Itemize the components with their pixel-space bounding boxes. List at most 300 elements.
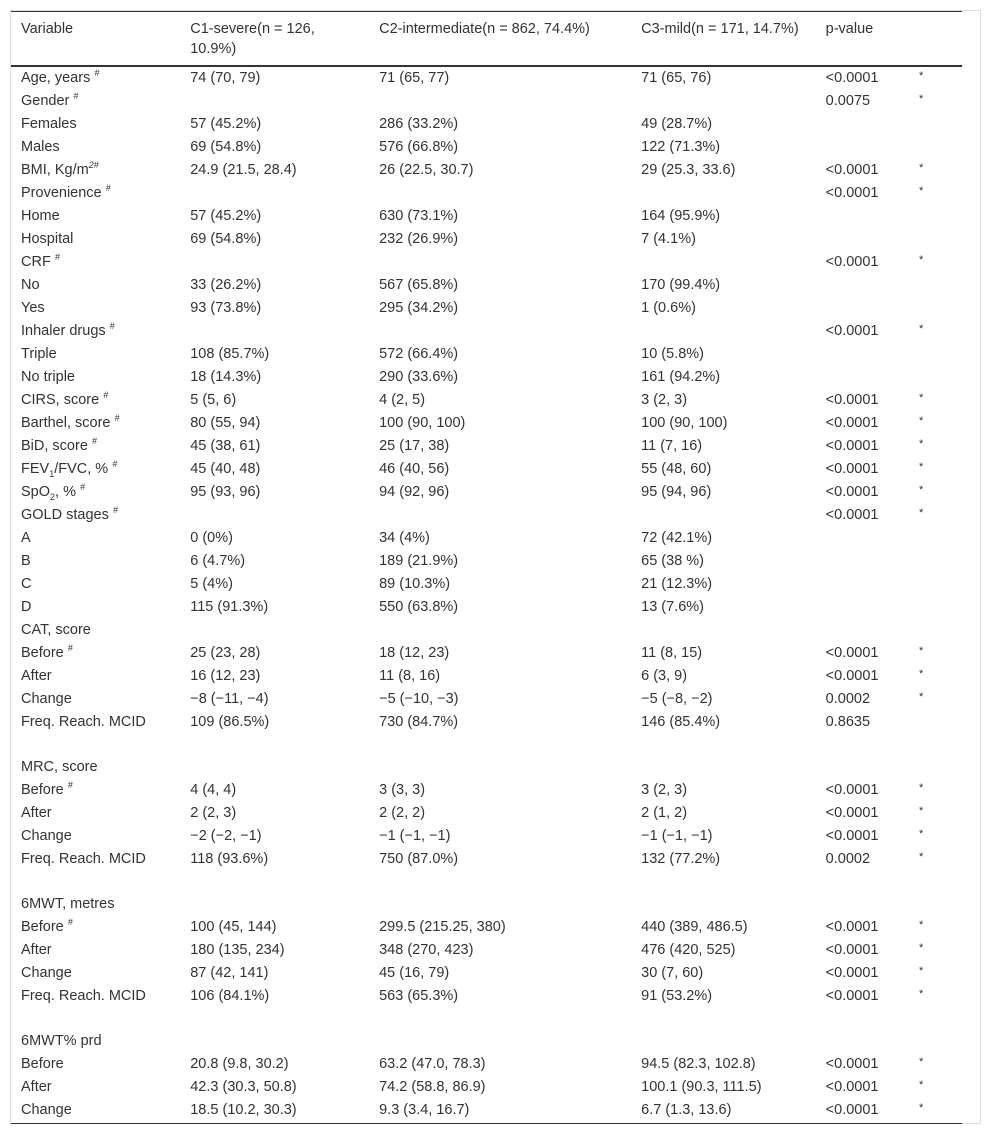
p-value-cell: <0.0001	[825, 162, 879, 178]
value-cell-c2	[369, 504, 631, 527]
variable-cell	[11, 228, 180, 251]
value-cell-c2: 71 (65, 77)	[379, 70, 450, 86]
significance-cell	[903, 136, 962, 159]
value-cell-c2: 18 (12, 23)	[379, 645, 450, 661]
value-cell-c2: 576 (66.8%)	[379, 139, 459, 155]
p-value-cell: <0.0001	[825, 965, 879, 981]
value-cell-c3	[631, 90, 816, 113]
value-cell-c3	[631, 893, 816, 916]
subscript: 1	[49, 468, 55, 479]
variable-label: A	[21, 530, 31, 546]
variable-cell	[11, 1030, 180, 1053]
value-cell-c1: 45 (40, 48)	[190, 461, 261, 477]
variable-label: GOLD stages	[21, 507, 109, 523]
header-c1-severe: C1-severe(n = 126, 10.9%)	[180, 12, 369, 67]
variable-label: D	[21, 599, 32, 615]
p-value-cell	[816, 756, 903, 779]
value-cell-c2: 567 (65.8%)	[379, 277, 459, 293]
variable-cell	[11, 66, 180, 90]
value-cell-c1: 18 (14.3%)	[190, 369, 262, 385]
variable-cell	[11, 619, 180, 642]
variable-label: No	[21, 277, 40, 293]
p-value-cell: <0.0001	[825, 461, 879, 477]
value-cell-c2: −5 (−10, −3)	[379, 691, 459, 707]
value-cell-c1: 25 (23, 28)	[190, 645, 261, 661]
significance-cell	[903, 228, 962, 251]
table-row	[11, 893, 962, 916]
value-cell-c2	[369, 619, 631, 642]
variable-label: C	[21, 576, 32, 592]
value-cell-c2: 46 (40, 56)	[379, 461, 450, 477]
significance-cell: *	[919, 484, 924, 496]
p-value-cell	[816, 550, 903, 573]
significance-cell: *	[919, 162, 924, 174]
significance-cell	[903, 205, 962, 228]
variable-cell	[11, 274, 180, 297]
p-value-cell: <0.0001	[825, 942, 879, 958]
value-cell-c2: 89 (10.3%)	[379, 576, 451, 592]
variable-cell	[11, 481, 180, 504]
variable-cell	[11, 251, 180, 274]
variable-cell	[11, 550, 180, 573]
variable-label: CIRS, score	[21, 392, 100, 408]
p-value-cell: <0.0001	[816, 1099, 903, 1124]
value-cell-c3: 29 (25.3, 33.6)	[641, 162, 736, 178]
table-row	[11, 916, 962, 939]
table-row	[11, 848, 962, 893]
table-row	[11, 320, 962, 343]
value-cell-c2: 563 (65.3%)	[379, 988, 459, 1004]
variable-label: Before	[21, 782, 64, 798]
variable-label: BMI, Kg/m	[21, 162, 89, 178]
value-cell-c1: 106 (84.1%)	[190, 988, 270, 1004]
value-cell-c3: 100 (90, 100)	[641, 415, 728, 431]
significance-cell: *	[919, 507, 924, 519]
value-cell-c1: 80 (55, 94)	[190, 415, 261, 431]
value-cell-c2: 550 (63.8%)	[379, 599, 459, 615]
variable-label: SpO	[21, 484, 51, 500]
significance-cell: *	[919, 851, 924, 863]
variable-label: Hospital	[21, 231, 74, 247]
value-cell-c1: 100 (45, 144)	[190, 919, 277, 935]
value-cell-c2: 348 (270, 423)	[379, 942, 474, 958]
value-cell-c3: 132 (77.2%)	[641, 851, 721, 867]
value-cell-c1: 4 (4, 4)	[190, 782, 237, 798]
value-cell-c3: 71 (65, 76)	[641, 70, 712, 86]
table-row	[11, 962, 962, 985]
table-container	[10, 10, 981, 1124]
value-cell-c3	[631, 504, 816, 527]
variable-cell	[11, 343, 180, 366]
variable-cell	[11, 136, 180, 159]
p-value-cell: <0.0001	[825, 438, 879, 454]
header-c3-mild: C3-mild(n = 171, 14.7%)	[631, 12, 816, 67]
p-value-cell: 0.0075	[825, 93, 871, 109]
value-cell-c1: −2 (−2, −1)	[190, 828, 262, 844]
variable-label: MRC, score	[21, 759, 98, 775]
value-cell-c3: 94.5 (82.3, 102.8)	[641, 1056, 756, 1072]
value-cell-c2: 299.5 (215.25, 380)	[379, 919, 506, 935]
table-row	[11, 182, 962, 205]
value-cell-c3: 440 (389, 486.5)	[641, 919, 748, 935]
p-value-cell	[816, 228, 903, 251]
variable-cell	[11, 939, 180, 962]
value-cell-c3: 55 (48, 60)	[641, 461, 712, 477]
value-cell-c2: 572 (66.4%)	[379, 346, 459, 362]
p-value-cell: <0.0001	[825, 254, 879, 270]
value-cell-c1	[180, 182, 369, 205]
significance-cell: *	[919, 1079, 924, 1091]
p-value-cell	[816, 297, 903, 320]
value-cell-c3: 1 (0.6%)	[641, 300, 696, 316]
value-cell-c2	[369, 893, 631, 916]
value-cell-c2	[369, 1030, 631, 1053]
table-row	[11, 711, 962, 756]
value-cell-c1: 74 (70, 79)	[190, 70, 261, 86]
value-cell-c1: 6 (4.7%)	[190, 553, 246, 569]
variable-cell	[11, 665, 180, 688]
value-cell-c2: 4 (2, 5)	[379, 392, 426, 408]
variable-label: BiD, score	[21, 438, 88, 454]
footnote-mark: #	[114, 413, 120, 424]
value-cell-c3: 100.1 (90.3, 111.5)	[641, 1079, 762, 1095]
variable-cell	[11, 848, 180, 893]
variable-cell	[11, 573, 180, 596]
table-row	[11, 642, 962, 665]
variable-label: No triple	[21, 369, 75, 385]
header-significance	[903, 12, 962, 67]
value-cell-c1: 57 (45.2%)	[190, 116, 262, 132]
p-value-cell	[816, 573, 903, 596]
table-row	[11, 274, 962, 297]
value-cell-c1: 118 (93.6%)	[190, 851, 269, 867]
value-cell-c3: 6 (3, 9)	[641, 668, 688, 684]
variable-cell	[11, 1099, 180, 1124]
table-row	[11, 573, 962, 596]
table-row	[11, 825, 962, 848]
table-row	[11, 1030, 962, 1053]
footnote-mark: #	[103, 390, 109, 401]
significance-cell: *	[919, 965, 924, 977]
value-cell-c1: 42.3 (30.3, 50.8)	[190, 1079, 297, 1095]
variable-label: Freq. Reach. MCID	[21, 714, 146, 730]
value-cell-c3: 476 (420, 525)	[641, 942, 736, 958]
table-row	[11, 228, 962, 251]
value-cell-c1: 108 (85.7%)	[190, 346, 270, 362]
p-value-cell: <0.0001	[825, 805, 879, 821]
significance-cell: *	[919, 415, 924, 427]
table-row	[11, 596, 962, 619]
table-row	[11, 1053, 962, 1076]
table-row	[11, 550, 962, 573]
significance-cell	[903, 343, 962, 366]
table-row	[11, 619, 962, 642]
variable-cell	[11, 893, 180, 916]
p-value-cell: 0.0002	[825, 851, 871, 867]
variable-label: Home	[21, 208, 60, 224]
value-cell-c1: 93 (73.8%)	[190, 300, 262, 316]
value-cell-c3: 95 (94, 96)	[641, 484, 712, 500]
p-value-cell	[816, 596, 903, 619]
p-value-cell: <0.0001	[825, 645, 879, 661]
table-row	[11, 688, 962, 711]
p-value-cell	[816, 619, 903, 642]
p-value-cell	[816, 113, 903, 136]
p-value-cell: <0.0001	[825, 507, 879, 523]
significance-cell	[903, 274, 962, 297]
p-value-cell: <0.0001	[825, 828, 879, 844]
p-value-cell	[816, 136, 903, 159]
value-cell-c1: 0 (0%)	[190, 530, 233, 546]
header-c2-intermediate: C2-intermediate(n = 862, 74.4%)	[369, 12, 631, 67]
value-cell-c2: 11 (8, 16)	[379, 668, 441, 684]
value-cell-c1: 69 (54.8%)	[190, 139, 262, 155]
value-cell-c1: 16 (12, 23)	[190, 668, 261, 684]
value-cell-c3	[631, 756, 816, 779]
footnote-mark: #	[109, 321, 115, 332]
table-row	[11, 343, 962, 366]
value-cell-c2: 74.2 (58.8, 86.9)	[379, 1079, 486, 1095]
value-cell-c2	[369, 90, 631, 113]
value-cell-c2: 730 (84.7%)	[379, 714, 459, 730]
table-row	[11, 412, 962, 435]
value-cell-c3: 2 (1, 2)	[641, 805, 688, 821]
p-value-cell	[816, 527, 903, 550]
significance-cell: *	[919, 942, 924, 954]
value-cell-c3: −5 (−8, −2)	[641, 691, 713, 707]
value-cell-c1: 109 (86.5%)	[190, 714, 270, 730]
p-value-cell	[816, 205, 903, 228]
significance-cell: *	[919, 691, 924, 703]
value-cell-c3: 49 (28.7%)	[641, 116, 713, 132]
value-cell-c1: 45 (38, 61)	[190, 438, 261, 454]
value-cell-c1	[180, 893, 369, 916]
p-value-cell: <0.0001	[825, 919, 879, 935]
value-cell-c2: 630 (73.1%)	[379, 208, 459, 224]
p-value-cell: <0.0001	[825, 185, 879, 201]
value-cell-c2: 290 (33.6%)	[379, 369, 459, 385]
value-cell-c3: 3 (2, 3)	[641, 392, 688, 408]
significance-cell: *	[919, 438, 924, 450]
footnote-mark: #	[73, 91, 79, 102]
footnote-mark: #	[91, 436, 97, 447]
significance-cell: *	[919, 461, 924, 473]
variable-cell	[11, 435, 180, 458]
significance-cell: *	[919, 323, 924, 335]
variable-label: Change	[21, 691, 72, 707]
variable-cell	[11, 90, 180, 113]
significance-cell: *	[919, 70, 924, 82]
significance-cell	[903, 297, 962, 320]
value-cell-c3	[631, 182, 816, 205]
value-cell-c1	[180, 320, 369, 343]
p-value-cell	[816, 343, 903, 366]
variable-cell	[11, 389, 180, 412]
value-cell-c3	[631, 1030, 816, 1053]
table-row	[11, 205, 962, 228]
value-cell-c3: 10 (5.8%)	[641, 346, 705, 362]
significance-cell	[903, 619, 962, 642]
value-cell-c3: 11 (8, 15)	[641, 645, 703, 661]
table-header	[11, 12, 962, 67]
significance-cell: *	[903, 1099, 962, 1124]
variable-cell	[11, 688, 180, 711]
value-cell-c3: 161 (94.2%)	[641, 369, 721, 385]
value-cell-c3	[631, 251, 816, 274]
value-cell-c1: 33 (26.2%)	[190, 277, 262, 293]
variable-label: Yes	[21, 300, 45, 316]
variable-cell	[11, 985, 180, 1030]
significance-cell	[903, 893, 962, 916]
footnote-mark: #	[94, 68, 100, 79]
variable-cell	[11, 916, 180, 939]
table-row	[11, 1099, 962, 1124]
value-cell-c2: 750 (87.0%)	[379, 851, 459, 867]
variable-cell	[11, 412, 180, 435]
value-cell-c1	[180, 1030, 369, 1053]
table-row	[11, 985, 962, 1030]
value-cell-c2	[369, 182, 631, 205]
footnote-mark: #	[93, 160, 99, 171]
variable-cell	[11, 962, 180, 985]
value-cell-c3: 164 (95.9%)	[641, 208, 721, 224]
value-cell-c3	[631, 320, 816, 343]
p-value-cell	[816, 366, 903, 389]
table-body	[11, 66, 962, 1124]
significance-cell: *	[919, 254, 924, 266]
value-cell-c3: 65 (38 %)	[641, 553, 705, 569]
value-cell-c2: 232 (26.9%)	[379, 231, 459, 247]
value-cell-c2: 9.3 (3.4, 16.7)	[369, 1099, 631, 1124]
variable-label: Inhaler drugs	[21, 323, 106, 339]
significance-cell: *	[919, 668, 924, 680]
variable-label: After	[21, 942, 52, 958]
value-cell-c3: 170 (99.4%)	[641, 277, 721, 293]
value-cell-c2: 26 (22.5, 30.7)	[379, 162, 474, 178]
value-cell-c1	[180, 619, 369, 642]
significance-cell: *	[919, 645, 924, 657]
value-cell-c1	[180, 251, 369, 274]
value-cell-c2: 45 (16, 79)	[379, 965, 450, 981]
table-row	[11, 297, 962, 320]
table-row	[11, 481, 962, 504]
value-cell-c2	[369, 320, 631, 343]
value-cell-c1: 5 (4%)	[190, 576, 233, 592]
value-cell-c2	[369, 756, 631, 779]
value-cell-c1: 115 (91.3%)	[190, 599, 269, 615]
value-cell-c1: 87 (42, 141)	[190, 965, 269, 981]
value-cell-c3	[631, 619, 816, 642]
value-cell-c3: 91 (53.2%)	[641, 988, 713, 1004]
variable-label: CAT, score	[21, 622, 91, 638]
variable-cell	[11, 297, 180, 320]
variable-label: Gender	[21, 93, 70, 109]
p-value-cell: <0.0001	[825, 782, 879, 798]
table-row	[11, 665, 962, 688]
value-cell-c3: 146 (85.4%)	[641, 714, 721, 730]
variable-cell	[11, 159, 180, 182]
variable-label: Age, years	[21, 70, 91, 86]
significance-cell	[903, 113, 962, 136]
significance-cell: *	[919, 392, 924, 404]
significance-cell: *	[919, 93, 924, 105]
variable-cell	[11, 802, 180, 825]
variable-cell	[11, 205, 180, 228]
variable-cell	[11, 756, 180, 779]
header-variable: Variable	[11, 12, 180, 67]
variable-label: 6MWT% prd	[21, 1033, 102, 1049]
variable-label: Provenience	[21, 185, 102, 201]
significance-cell: *	[919, 988, 924, 1000]
significance-cell: *	[919, 805, 924, 817]
value-cell-c1	[180, 90, 369, 113]
significance-cell: *	[919, 782, 924, 794]
footnote-mark: #	[105, 183, 111, 194]
variable-label: CRF	[21, 254, 51, 270]
variable-cell	[11, 182, 180, 205]
significance-cell	[903, 550, 962, 573]
value-cell-c2: 34 (4%)	[379, 530, 430, 546]
significance-cell	[903, 527, 962, 550]
variable-cell	[11, 596, 180, 619]
variable-cell	[11, 527, 180, 550]
value-cell-c3: 21 (12.3%)	[641, 576, 713, 592]
header-p-value: p-value	[816, 12, 903, 67]
significance-cell	[903, 756, 962, 779]
value-cell-c1: 5 (5, 6)	[190, 392, 237, 408]
variable-label: B	[21, 553, 31, 569]
table-row	[11, 1076, 962, 1099]
value-cell-c3: 7 (4.1%)	[641, 231, 696, 247]
p-value-cell	[816, 893, 903, 916]
variable-label: After	[21, 1079, 52, 1095]
variable-label: Change	[21, 965, 72, 981]
value-cell-c1: 69 (54.8%)	[190, 231, 262, 247]
table-row	[11, 756, 962, 779]
variable-label: FEV	[21, 461, 50, 477]
table-row	[11, 66, 962, 90]
variable-cell	[11, 1053, 180, 1076]
value-cell-c3: 3 (2, 3)	[641, 782, 688, 798]
table-row	[11, 939, 962, 962]
value-cell-c1: −8 (−11, −4)	[190, 691, 269, 707]
table-row	[11, 458, 962, 481]
value-cell-c1: 20.8 (9.8, 30.2)	[190, 1056, 289, 1072]
table-row	[11, 136, 962, 159]
p-value-cell: 0.0002	[825, 691, 871, 707]
variable-label-suffix: , %	[55, 484, 76, 500]
p-value-cell: <0.0001	[825, 1056, 879, 1072]
value-cell-c1: 2 (2, 3)	[190, 805, 237, 821]
variable-label: Before	[21, 919, 64, 935]
table-row	[11, 113, 962, 136]
variable-cell	[11, 642, 180, 665]
variable-cell	[11, 711, 180, 756]
significance-cell: *	[919, 1056, 924, 1068]
value-cell-c1	[180, 756, 369, 779]
significance-cell	[903, 596, 962, 619]
p-value-cell: <0.0001	[825, 415, 879, 431]
variable-label: Freq. Reach. MCID	[21, 851, 146, 867]
p-value-cell: <0.0001	[825, 1079, 879, 1095]
value-cell-c2: 25 (17, 38)	[379, 438, 450, 454]
footnote-mark: #	[67, 917, 73, 928]
variable-label: Freq. Reach. MCID	[21, 988, 146, 1004]
table-row	[11, 504, 962, 527]
value-cell-c2: 295 (34.2%)	[379, 300, 459, 316]
value-cell-c3: 6.7 (1.3, 13.6)	[631, 1099, 816, 1124]
variable-label-suffix: /FVC, %	[54, 461, 109, 477]
